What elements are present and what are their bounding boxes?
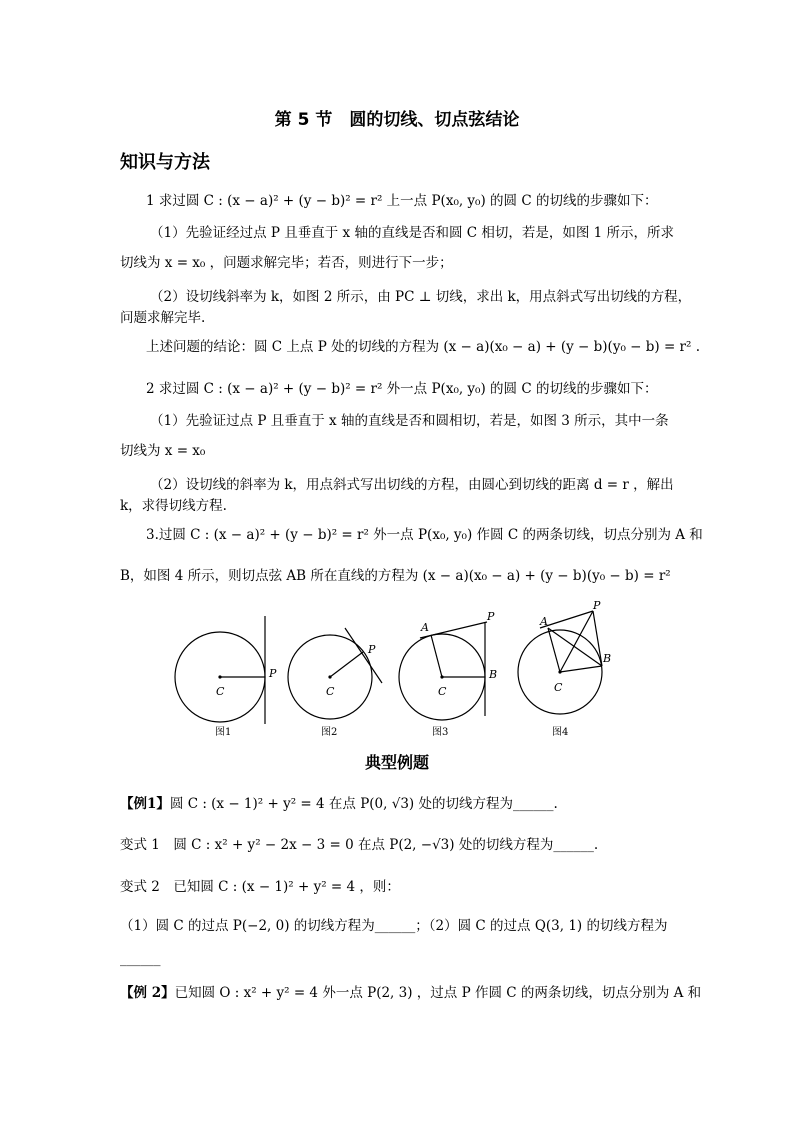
fig4-label-a: A	[540, 615, 548, 628]
variant2-text: 已知圆 C : (x − 1)² + y² = 4 ，则：	[159, 879, 400, 895]
method1-step1-line1: （1）先验证经过点 P 且垂直于 x 轴的直线是否和圆 C 相切，若是，如图 1 所示，所求	[150, 225, 675, 241]
page-title: 第 5 节 圆的切线、切点弦结论	[274, 110, 520, 130]
fig4-label-c: C	[554, 681, 563, 694]
variant2-blank: ______	[120, 951, 161, 967]
example2	[120, 982, 702, 1004]
method2-step2-line1: （2）设切线的斜率为 k，用点斜式写出切线的方程，由圆心到切线的距离 d = r ，解出	[150, 477, 674, 493]
figure-4	[518, 599, 611, 738]
fig1-label-c: C	[216, 685, 225, 698]
example1-text: 圆 C : (x − 1)² + y² = 4 在点 P(0, √3) 处的切线方程为______.	[169, 796, 558, 812]
variant2	[120, 876, 680, 898]
fig4-tangent-pb	[593, 611, 602, 666]
fig4-label-p: P	[593, 599, 601, 612]
fig3-label-c: C	[438, 685, 447, 698]
method1-step2-line1: （2）设切线斜率为 k，如图 2 所示，由 PC ⊥ 切线，求出 k，用点斜式写出切线的方程，	[150, 289, 692, 305]
fig2-tangent-line	[345, 628, 382, 683]
fig2-label-c: C	[326, 685, 335, 698]
fig4-label-b: B	[603, 652, 612, 665]
figure-3	[399, 610, 497, 738]
variant1-text: 圆 C : x² + y² − 2x − 3 = 0 在点 P(2, −√3) 处的切线方程为______.	[159, 837, 599, 853]
fig3-label-p: P	[487, 610, 495, 623]
fig2-caption: 图2	[321, 727, 338, 738]
fig1-label-p: P	[269, 667, 277, 680]
fig3-label-a: A	[421, 621, 429, 634]
variant2-tag: 变式 2	[120, 879, 160, 895]
method1-intro: 1 求过圆 C : (x − a)² + (y − b)² = r² 上一点 P(x₀, y₀) 的圆 C 的切线的步骤如下：	[146, 193, 658, 209]
figure-1	[175, 616, 277, 738]
method2-step2-line2: k，求得切线方程.	[120, 498, 227, 514]
example2-text: 已知圆 O : x² + y² = 4 外一点 P(2, 3) ，过点 P 作圆 C 的两条切线，切点分别为 A 和	[174, 985, 702, 1001]
fig3-radius-a	[431, 635, 442, 677]
section-heading: 知识与方法	[120, 152, 210, 173]
method1-step2-line2: 问题求解完毕.	[120, 310, 206, 326]
variant1-tag: 变式 1	[120, 837, 160, 853]
method1-conclusion: 上述问题的结论：圆 C 上点 P 处的切线的方程为 (x − a)(x₀ − a) + (y − b)(y₀ − b) = r² .	[146, 339, 701, 355]
method1-step1-line2: 切线为 x = x₀ ，问题求解完毕；若否，则进行下一步；	[120, 255, 453, 271]
variant2-parts: （1）圆 C 的过点 P(−2, 0) 的切线方程为______；（2）圆 C 的过点 Q(3, 1) 的切线方程为	[120, 918, 668, 934]
method2-intro: 2 求过圆 C : (x − a)² + (y − b)² = r² 外一点 P(x₀, y₀) 的圆 C 的切线的步骤如下：	[146, 381, 658, 397]
fig4-caption: 图4	[552, 727, 569, 738]
fig3-caption: 图3	[432, 727, 449, 738]
tangent-figures	[165, 598, 625, 738]
method2-step1-line1: （1）先验证过点 P 且垂直于 x 轴的直线是否和圆相切，若是，如图 3 所示，其中一条	[150, 413, 669, 429]
figure-2	[288, 628, 382, 738]
example1-tag: 【例1】	[120, 796, 170, 812]
method3-line2: B，如图 4 所示，则切点弦 AB 所在直线的方程为 (x − a)(x₀ − a) + (y − b)(y₀ − b) = r²	[120, 568, 671, 584]
fig4-radius-b	[560, 666, 602, 672]
fig1-caption: 图1	[215, 727, 232, 738]
fig2-label-p: P	[368, 643, 376, 656]
fig3-label-b: B	[489, 668, 498, 681]
fig2-radius	[330, 652, 363, 677]
method2-step1-line2: 切线为 x = x₀	[120, 443, 206, 459]
variant1	[120, 834, 680, 856]
examples-heading: 典型例题	[364, 753, 429, 772]
example2-tag: 【例 2】	[120, 985, 175, 1001]
example1	[120, 793, 680, 815]
method3-line1: 3.过圆 C : (x − a)² + (y − b)² = r² 外一点 P(x₀, y₀) 作圆 C 的两条切线，切点分别为 A 和	[146, 527, 703, 543]
